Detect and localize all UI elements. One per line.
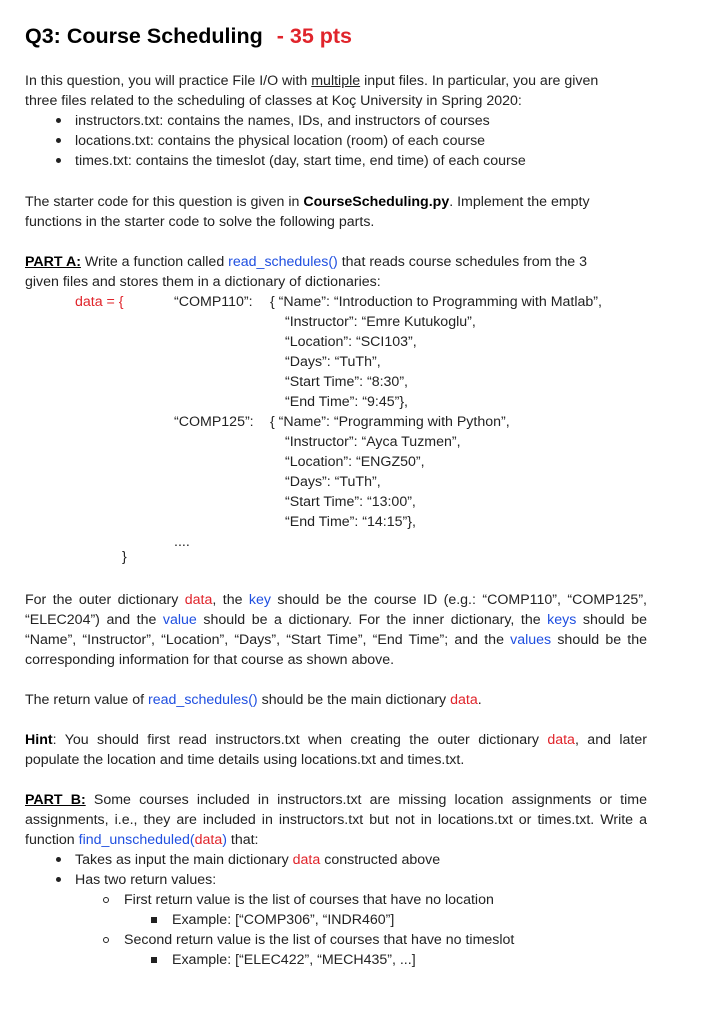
entry2-line-0: { “Name”: “Programming with Python”, xyxy=(270,414,510,430)
entry2-line-5: “End Time”: “14:15”}, xyxy=(285,514,416,530)
starter-filename: CourseScheduling.py xyxy=(303,194,450,210)
sub-sub-bullet-square xyxy=(151,957,157,963)
entry2-line-4: “Start Time”: “13:00”, xyxy=(285,494,416,510)
starter-line-2: functions in the starter code to solve the following parts. xyxy=(25,214,375,230)
read-schedules-func: read_schedules() xyxy=(228,254,338,270)
bullet-dot xyxy=(56,138,61,143)
ellipsis: .... xyxy=(174,534,190,550)
key-comp110: “COMP110”: xyxy=(174,294,253,310)
partB-paragraph: PART B: Some courses included in instructors.txt are missing location assignments or time assignments, i.e., they are included in instructors.txt but not in locations.txt or times.txt. Write a function find_unscheduled(data) that: xyxy=(25,792,647,848)
title-text: Q3: Course Scheduling xyxy=(25,24,263,48)
starter-line-1: The starter code for this question is given in CourseScheduling.py. Implement the empty xyxy=(25,194,590,210)
partB-sub-2-example: Example: [“ELEC422”, “MECH435”, ...] xyxy=(172,952,416,968)
entry2-line-2: “Location”: “ENGZ50”, xyxy=(285,454,425,470)
intro-line-1: In this question, you will practice File I/O with multiple input files. In particular, you are given xyxy=(25,73,599,89)
partB-bullet-1: Takes as input the main dictionary data constructed above xyxy=(75,852,441,868)
bullet-dot xyxy=(56,877,61,882)
entry1-line-5: “End Time”: “9:45”}, xyxy=(285,394,409,410)
partB-sub-1: First return value is the list of courses that have no location xyxy=(124,892,494,908)
entry2-line-1: “Instructor”: “Ayca Tuzmen”, xyxy=(285,434,461,450)
sub-bullet-ring xyxy=(103,937,109,943)
hint-paragraph: Hint: You should first read instructors.txt when creating the outer dictionary data, and later populate the location and time details using locations.txt and times.txt. xyxy=(25,732,647,768)
partA-line-1: PART A: Write a function called read_schedules() that reads course schedules from the 3 xyxy=(25,254,587,270)
question-title xyxy=(25,22,352,50)
data-open: data = { xyxy=(75,294,124,310)
partB-sub-1-example: Example: [“COMP306”, “INDR460”] xyxy=(172,912,395,928)
sub-bullet-ring xyxy=(103,897,109,903)
partA-line-2: given files and stores them in a dictionary of dictionaries: xyxy=(25,274,381,290)
partB-sub-2: Second return value is the list of courses that have no timeslot xyxy=(124,932,515,948)
data-close: } xyxy=(122,549,127,565)
file-item-times: times.txt: contains the timeslot (day, start time, end time) of each course xyxy=(75,153,526,169)
explanation-paragraph: For the outer dictionary data, the key should be the course ID (e.g.: “COMP110”, “COMP125”, “ELEC204”) and the value should be a dictionary. For the inner dictionary, the keys should be “Name”, “Instructor”, “Location”, “Days”, “Start Time”, “End Time”; and the values should be the corresponding information for that course as shown above. xyxy=(25,592,647,668)
entry1-line-1: “Instructor”: “Emre Kutukoglu”, xyxy=(285,314,476,330)
find-unscheduled-func: find_unscheduled( xyxy=(78,832,195,848)
underlined-word: multiple xyxy=(311,73,361,89)
file-item-instructors: instructors.txt: contains the names, IDs, and instructors of courses xyxy=(75,113,490,129)
entry1-line-4: “Start Time”: “8:30”, xyxy=(285,374,408,390)
entry1-line-2: “Location”: “SCI103”, xyxy=(285,334,417,350)
sub-sub-bullet-square xyxy=(151,917,157,923)
partB-bullet-2: Has two return values: xyxy=(75,872,217,888)
file-item-locations: locations.txt: contains the physical location (room) of each course xyxy=(75,133,486,149)
entry1-line-3: “Days”: “TuTh”, xyxy=(285,354,381,370)
hint-label: Hint xyxy=(25,732,53,748)
entry1-line-0: { “Name”: “Introduction to Programming with Matlab”, xyxy=(270,294,602,310)
bullet-dot xyxy=(56,857,61,862)
return-line: The return value of read_schedules() should be the main dictionary data. xyxy=(25,692,482,708)
bullet-dot xyxy=(56,158,61,163)
bullet-dot xyxy=(56,118,61,123)
entry2-line-3: “Days”: “TuTh”, xyxy=(285,474,381,490)
partA-label: PART A: xyxy=(25,254,81,270)
intro-line-2: three files related to the scheduling of classes at Koç University in Spring 2020: xyxy=(25,93,522,109)
partB-label: PART B: xyxy=(25,792,86,808)
key-comp125: “COMP125”: xyxy=(174,414,254,430)
points-label: - 35 pts xyxy=(276,24,353,48)
